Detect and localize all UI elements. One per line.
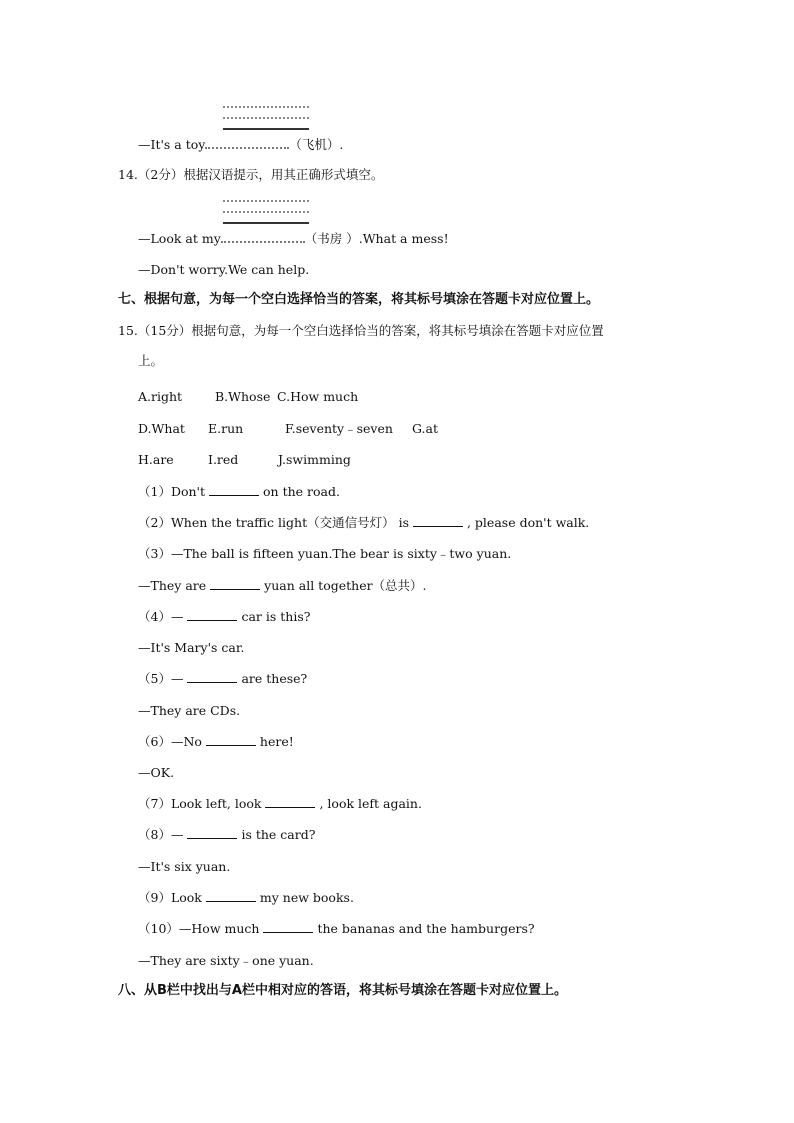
answer-grid-q14 (223, 200, 309, 224)
item-9-text: （9）Look (138, 890, 202, 905)
item-10-after: the bananas and the hamburgers? (317, 921, 535, 936)
item-2-blank[interactable] (413, 514, 463, 527)
q15-item-8 (138, 826, 315, 843)
item-1-after: on the road. (263, 484, 340, 499)
item-8-blank[interactable] (187, 826, 237, 839)
item-3b-text: —They are (138, 578, 207, 593)
option-h: H.are (138, 452, 174, 467)
item-5b-text: —They are CDs. (138, 703, 241, 718)
q15-item-6b (138, 765, 174, 781)
q14-line2: —Don't worry.We can help. (138, 262, 310, 277)
item-4b-text: —It's Mary's car. (138, 640, 245, 655)
q15-options-row2 (138, 421, 438, 437)
item-7-blank[interactable] (265, 795, 315, 808)
answer-grid-q13 (223, 106, 309, 130)
item-5-blank[interactable] (187, 670, 237, 683)
option-e: E.run (208, 421, 244, 436)
item-5-text: （5）— (138, 671, 184, 686)
option-g: G.at (412, 421, 438, 436)
item-3-blank[interactable] (210, 577, 260, 590)
item-6-after: here! (259, 734, 294, 749)
item-6b-text: —OK. (138, 765, 175, 780)
q15-options-row1 (138, 389, 358, 405)
item-8-after: is the card? (241, 827, 316, 842)
option-i: I.red (208, 452, 239, 467)
item-8b-text: —It's six yuan. (138, 859, 231, 874)
item-10-text: （10）—How much (138, 921, 260, 936)
option-c: C.How much (277, 389, 359, 404)
q15-title-line1: 15.（15分）根据句意，为每一个空白选择恰当的答案，将其标号填涂在答题卡对应位置 (118, 323, 604, 338)
q13-answer-text: —It's a toy (138, 137, 206, 152)
item-5-after: are these? (241, 671, 308, 686)
q15-item-3 (138, 546, 511, 562)
q15-title-line2: 上。 (138, 353, 164, 368)
item-10-blank[interactable] (263, 920, 313, 933)
option-f: F.seventy﹣seven (285, 421, 393, 436)
item-6-text: （6）—No (138, 734, 202, 749)
q14-title: 14.（2分）根据汉语提示，用其正确形式填空。 (118, 167, 384, 182)
q15-item-1 (138, 483, 340, 500)
item-3-text: （3）—The ball is fifteen yuan.The bear is sixty﹣two yuan. (138, 546, 512, 561)
q15-item-10 (138, 920, 535, 937)
q15-item-2 (138, 514, 589, 531)
q14-line1-text: —Look at my (138, 231, 221, 246)
option-a: A.right (138, 389, 183, 404)
q15-item-4 (138, 608, 310, 625)
item-9-after: my new books. (259, 890, 354, 905)
option-j: J.swimming (278, 452, 351, 467)
q14-line1-hint: （书房 ）.What a mess! (304, 231, 449, 246)
item-4-blank[interactable] (187, 608, 237, 621)
item-10b-text: —They are sixty﹣one yuan. (138, 953, 314, 968)
section8-heading: 八、从B栏中找出与A栏中相对应的答语，将其标号填涂在答题卡对应位置上。 (118, 983, 567, 998)
section7-heading: 七、根据句意，为每一个空白选择恰当的答案，将其标号填涂在答题卡对应位置上。 (118, 292, 600, 307)
item-1-blank[interactable] (209, 483, 259, 496)
q14-line1 (138, 231, 449, 247)
item-2-after: , please don't walk. (466, 515, 590, 530)
item-8-text: （8）— (138, 827, 184, 842)
item-4-after: car is this? (241, 609, 311, 624)
option-b: B.Whose (215, 389, 271, 404)
q15-item-8b (138, 859, 230, 875)
option-d: D.What (138, 421, 185, 436)
q15-item-4b (138, 640, 244, 656)
q15-item-5 (138, 670, 307, 687)
q15-item-3b (138, 577, 427, 594)
q15-item-9 (138, 889, 354, 906)
q15-item-5b (138, 703, 240, 719)
q15-item-6 (138, 733, 294, 750)
item-1-text: （1）Don't (138, 484, 206, 499)
q13-fill-blank[interactable] (205, 137, 289, 149)
q13-hint: （飞机）. (289, 137, 344, 152)
item-2-text: （2）When the traffic light（交通信号灯） is (138, 515, 409, 530)
q13-answer-line (138, 137, 343, 153)
item-6-blank[interactable] (206, 733, 256, 746)
item-3b-after: yuan all together（总共）. (264, 578, 427, 593)
q15-item-7 (138, 795, 422, 812)
q15-options-row3 (138, 452, 351, 468)
q15-item-10b (138, 953, 314, 969)
item-7-text: （7）Look left, look (138, 796, 262, 811)
q14-fill-blank[interactable] (221, 231, 305, 243)
item-9-blank[interactable] (206, 889, 256, 902)
item-7-after: , look left again. (319, 796, 422, 811)
item-4-text: （4）— (138, 609, 184, 624)
